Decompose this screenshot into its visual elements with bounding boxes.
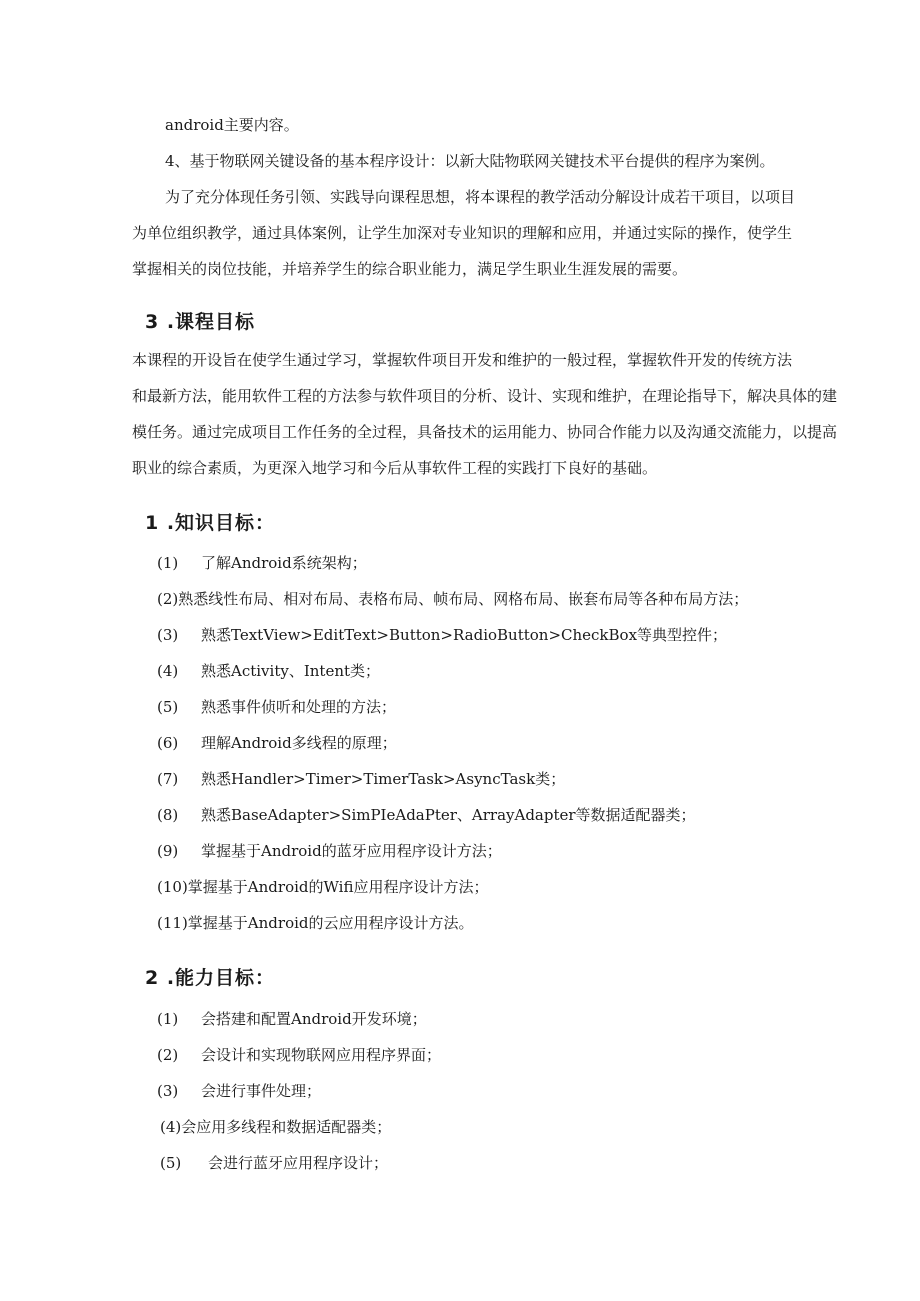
knowledge-item — [157, 769, 565, 789]
ability-item — [160, 1117, 391, 1137]
section-3-line-3: 模任务。通过完成项目工作任务的全过程，具备技术的运用能力、协同合作能力以及沟通交流能力，以提高 — [132, 423, 838, 441]
intro-item-4: 4、基于物联网关键设备的基本程序设计：以新大陆物联网关键技术平台提供的程序为案例。 — [165, 152, 775, 170]
knowledge-item-number: (1) — [157, 554, 179, 572]
knowledge-item-number: (11) — [157, 914, 188, 932]
knowledge-item-number: (7) — [157, 770, 179, 788]
knowledge-item-text: 熟悉Handler>Timer>TimerTask>AsyncTask类； — [201, 770, 566, 788]
ability-item-number: (4) — [160, 1118, 182, 1136]
section-3-heading: 3 .课程目标 — [145, 311, 256, 333]
knowledge-item-number: (3) — [157, 626, 179, 644]
knowledge-item-number: (10) — [157, 878, 188, 896]
intro-paragraph-line-1: 为了充分体现任务引领、实践导向课程思想，将本课程的教学活动分解设计成若干项目，以项目 — [165, 188, 796, 206]
knowledge-item-text: 了解Android系统架构； — [201, 554, 367, 572]
knowledge-item-text: 熟悉线性布局、相对布局、表格布局、帧布局、网格布局、嵌套布局等各种布局方法； — [178, 590, 749, 608]
knowledge-item — [157, 877, 488, 897]
knowledge-item-number: (8) — [157, 806, 179, 824]
section-3-line-2: 和最新方法，能用软件工程的方法参与软件项目的分析、设计、实现和维护，在理论指导下，解决具体的建 — [132, 387, 838, 405]
knowledge-item — [157, 661, 380, 681]
ability-item-text: 会应用多线程和数据适配器类； — [181, 1118, 392, 1136]
ability-item-text: 会进行蓝牙应用程序设计； — [208, 1154, 389, 1172]
knowledge-item-text: 掌握基于Android的Wifi应用程序设计方法； — [187, 878, 489, 896]
knowledge-item — [157, 805, 696, 825]
ability-item — [157, 1045, 441, 1065]
knowledge-item — [157, 553, 367, 573]
ability-item-text: 会进行事件处理； — [201, 1082, 322, 1100]
knowledge-item-text: 掌握基于Android的云应用程序设计方法。 — [187, 914, 474, 932]
ability-item — [157, 1009, 427, 1029]
knowledge-item-number: (2) — [157, 590, 179, 608]
knowledge-item — [157, 625, 727, 645]
knowledge-goals-heading: 1 .知识目标： — [145, 512, 276, 534]
ability-item-text: 会搭建和配置Android开发环境； — [201, 1010, 427, 1028]
section-3-line-1: 本课程的开设旨在使学生通过学习，掌握软件项目开发和维护的一般过程，掌握软件开发的传统方法 — [132, 351, 793, 369]
knowledge-item-number: (6) — [157, 734, 179, 752]
knowledge-item — [157, 697, 396, 717]
intro-paragraph-line-2: 为单位组织教学，通过具体案例，让学生加深对专业知识的理解和应用，并通过实际的操作，使学生 — [132, 224, 793, 242]
knowledge-item-text: 熟悉Activity、Intent类； — [201, 662, 381, 680]
ability-item-number: (5) — [160, 1154, 182, 1172]
knowledge-item-text: 熟悉TextView>EditText>Button>RadioButton>CheckBox等典型控件； — [201, 626, 728, 644]
ability-item — [160, 1153, 388, 1173]
knowledge-item — [157, 841, 502, 861]
knowledge-item — [157, 913, 474, 933]
knowledge-item-text: 理解Android多线程的原理； — [201, 734, 397, 752]
ability-item-text: 会设计和实现物联网应用程序界面； — [201, 1046, 442, 1064]
intro-paragraph-line-3: 掌握相关的岗位技能，并培养学生的综合职业能力，满足学生职业生涯发展的需要。 — [132, 260, 688, 278]
section-3-line-4: 职业的综合素质，为更深入地学习和今后从事软件工程的实践打下良好的基础。 — [132, 459, 658, 477]
knowledge-item-number: (4) — [157, 662, 179, 680]
knowledge-item — [157, 733, 397, 753]
intro-android-line: android主要内容。 — [165, 116, 299, 134]
knowledge-item-text: 掌握基于Android的蓝牙应用程序设计方法； — [201, 842, 502, 860]
knowledge-item-text: 熟悉BaseAdapter>SimPIeAdaPter、ArrayAdapter等数据适配器类； — [201, 806, 696, 824]
ability-item-number: (2) — [157, 1046, 179, 1064]
ability-item-number: (3) — [157, 1082, 179, 1100]
knowledge-item-number: (5) — [157, 698, 179, 716]
knowledge-item — [157, 589, 748, 609]
ability-item-number: (1) — [157, 1010, 179, 1028]
knowledge-item-text: 熟悉事件侦听和处理的方法； — [201, 698, 397, 716]
knowledge-item-number: (9) — [157, 842, 179, 860]
ability-item — [157, 1081, 321, 1101]
ability-goals-heading: 2 .能力目标： — [145, 967, 276, 989]
